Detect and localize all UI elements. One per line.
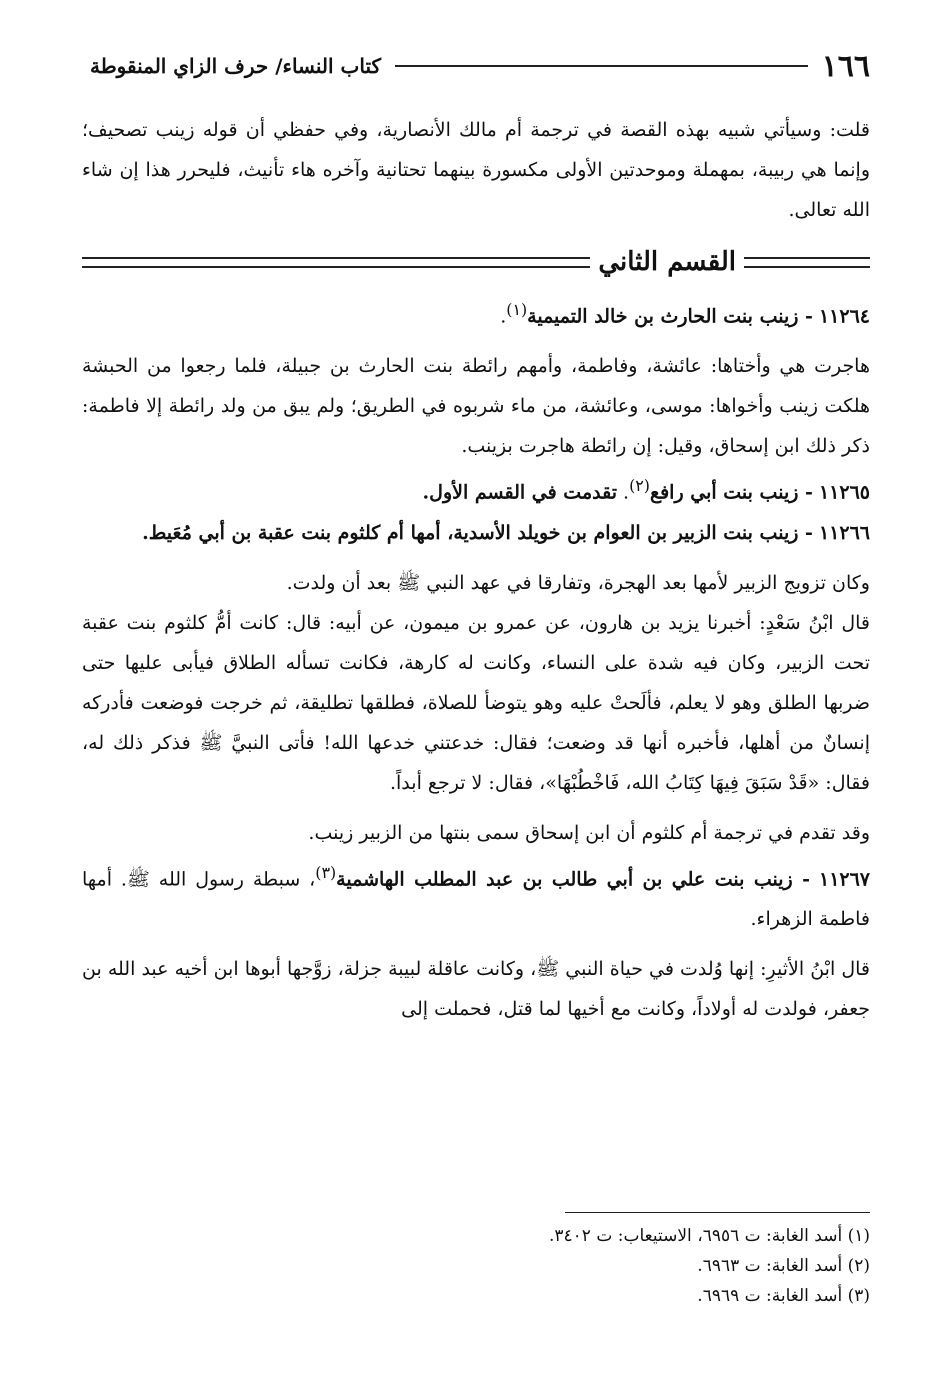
footnote-ref: (٣) [315, 862, 337, 882]
page-number: ١٦٦ [821, 48, 870, 84]
running-title: كتاب النساء/ حرف الزاي المنقوطة [90, 54, 382, 78]
footnote: (٢) أسد الغابة: ت ٦٩٦٣. [697, 1256, 870, 1276]
entry-heading-11264: ١١٢٦٤ - زينب بنت الحارث بن خالد التميمية$^{(١)}$. [500, 300, 870, 328]
entry-number: ١١٢٦٤ [818, 305, 870, 328]
entry-body: قال ابْنُ الأثيرِ: إنها وُلدت في حياة النبي ﷺ، وكانت عاقلة لبيبة جزلة، زوَّجها أبوها ابن أخيه عبد الله بن جعفر، فولدت له أولاداً، وكانت مع أخيها لما قتل، فحملت إلى [82, 957, 871, 1020]
section-title: القسم الثاني [598, 247, 736, 277]
footnotes [82, 1212, 870, 1311]
entry-body: قال ابْنُ سَعْدٍ: أخبرنا يزيد بن هارون، عن عمرو بن ميمون، عن أبيه: قال: كانت أمُّ كلثوم بنت عقبة تحت الزبير، وكان فيه شدة على النساء، وكانت له كارهة، فكانت تسأله الطلاق فيأبى عليها حتى ضربها الطلق وهو لا يعلم، فألَحتْ عليه وهو يتوضأ للصلاة، فطلقها تطليقة، ثم خرجت فوضعت فأدركه إنسانٌ من أهلها، فأخبره أنها قد وضعت؛ فقال: خدعتني خدعها الله! فأتى النبيَّ ﷺ فذكر ذلك له، فقال: «قَدْ سَبَقَ فِيهَا كِتَابُ الله، فَاخْطُبْهَا»، فقال: لا ترجع أبداً. [82, 611, 870, 794]
page-header [90, 46, 870, 86]
footnote-ref: (٢) [629, 476, 650, 496]
footnote-rule [565, 1212, 870, 1213]
section-heading [82, 242, 870, 282]
heading-rule-right [744, 257, 870, 268]
footnote-ref: (١) [506, 300, 528, 319]
entry-title: - زينب بنت الزبير بن العوام بن خويلد الأسدية، أمها أم كلثوم بنت عقبة بن أبي مُعَيط. [142, 521, 813, 544]
heading-rule-left [82, 257, 590, 268]
entry-title: - زينب بنت الحارث بن خالد التميمية [527, 305, 813, 328]
entry-number: ١١٢٦٧ [818, 867, 871, 890]
entry-body: هاجرت هي وأختاها: عائشة، وفاطمة، وأمهم رائطة بنت الحارث بن جبيلة، فلما رجعوا من الحبشة هلكت زينب وأخواها: موسى، وعائشة، من ماء شربوه في الطريق؛ ولم يبق من ولد رائطة إلا فاطمة: ذكر ذلك ابن إسحاق، وقيل: إن رائطة هاجرت بزينب. [82, 355, 870, 458]
entry-heading-11266 [82, 513, 870, 553]
entry-body: وكان تزويج الزبير لأمها بعد الهجرة، وتفارقا في عهد النبي ﷺ بعد أن ولدت. [286, 571, 870, 594]
entry-body: وقد تقدم في ترجمة أم كلثوم أن ابن إسحاق سمى بنتها من الزبير زينب. [308, 821, 870, 844]
paragraph-note: قلت: وسيأتي شبيه بهذه القصة في ترجمة أم مالك الأنصارية، وفي حفظي أن قوله زينب تصحيف؛ وإنما هي ربيبة، بمهملة وموحدتين الأولى مكسورة بينهما تحتانية وآخره هاء تأنيث، فليحرر هذا إن شاء الله تعالى. [82, 119, 870, 221]
main-text [82, 110, 870, 1029]
entry-title: - زينب بنت علي بن أبي طالب بن عبد المطلب الهاشمية [336, 867, 811, 890]
entry-number: ١١٢٦٥ [818, 481, 870, 504]
entry-body: ، سبطة رسول الله ﷺ. أمها فاطمة الزهراء. [82, 867, 870, 930]
entry-title: - زينب بنت أبي رافع [649, 481, 813, 504]
entry-number: ١١٢٦٦ [818, 521, 870, 544]
header-rule [395, 65, 808, 67]
footnote: (١) أسد الغابة: ت ٦٩٥٦، الاستيعاب: ت ٣٤٠٢. [549, 1226, 870, 1246]
entry-heading-11265: ١١٢٦٥ - زينب بنت أبي رافع$^{(٢)}$. تقدمت في القسم الأول. [422, 476, 870, 504]
footnote: (٣) أسد الغابة: ت ٦٩٦٩. [697, 1286, 870, 1306]
entry-body: تقدمت في القسم الأول. [422, 481, 617, 504]
entry-heading-11267 [82, 853, 870, 939]
